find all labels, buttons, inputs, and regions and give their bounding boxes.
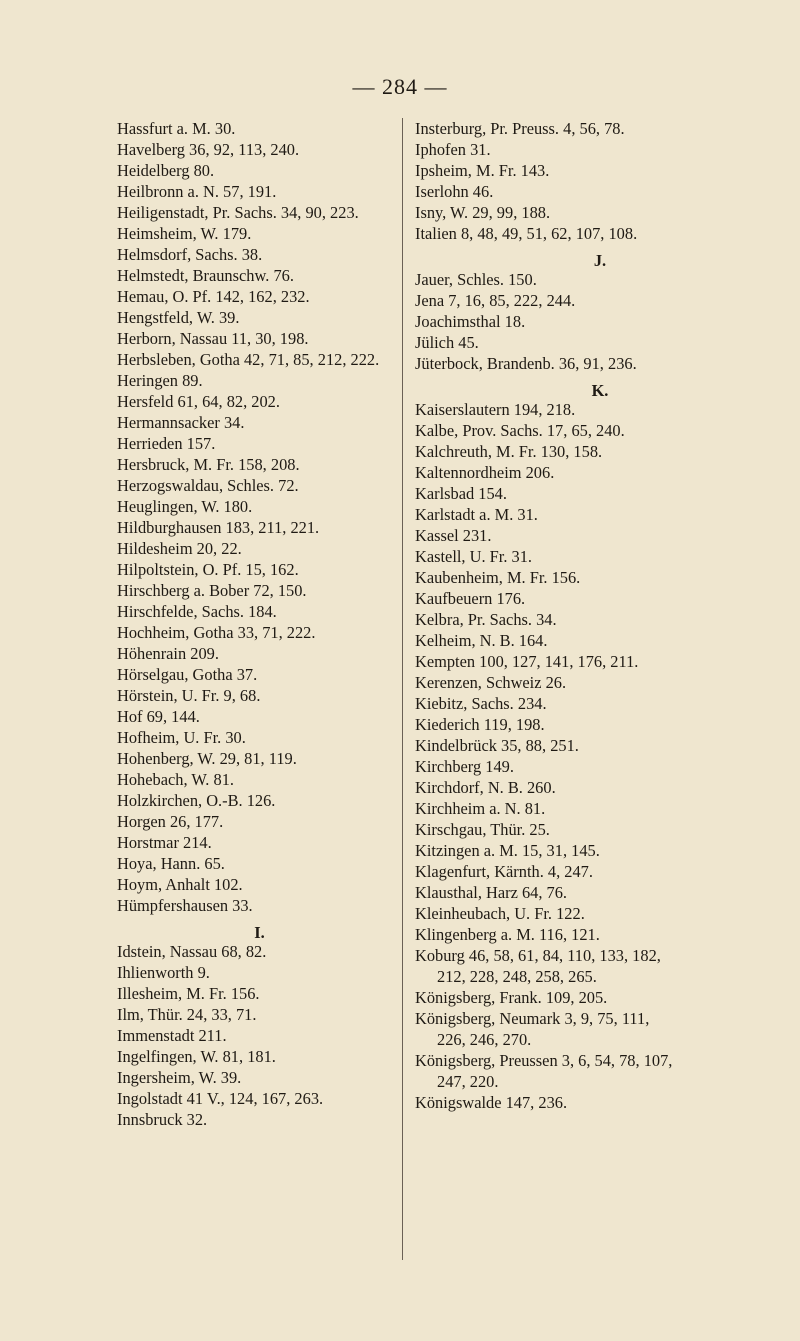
- index-entry: Hengstfeld, W. 39.: [117, 308, 240, 327]
- index-entry: Höhenrain 209.: [117, 644, 219, 663]
- entries-h: [117, 118, 402, 916]
- entries-k: [415, 399, 785, 1113]
- index-entry: Joachimsthal 18.: [415, 312, 526, 331]
- section-letter-i: I.: [254, 923, 265, 942]
- index-entry: Königsberg, Neumark 3, 9, 75, 111,: [415, 1009, 650, 1028]
- index-entry: Ihlienworth 9.: [117, 963, 210, 982]
- index-entry: Ingersheim, W. 39.: [117, 1068, 242, 1087]
- index-entry: Kelbra, Pr. Sachs. 34.: [415, 610, 557, 629]
- index-entry: Idstein, Nassau 68, 82.: [117, 942, 267, 961]
- index-entry: Kitzingen a. M. 15, 31, 145.: [415, 841, 600, 860]
- index-entry: Kirchdorf, N. B. 260.: [415, 778, 556, 797]
- index-entry: Illesheim, M. Fr. 156.: [117, 984, 260, 1003]
- left-column: [117, 118, 402, 1130]
- index-entry: Kempten 100, 127, 141, 176, 211.: [415, 652, 639, 671]
- right-column: [415, 118, 785, 1113]
- index-entry: Königsberg, Preussen 3, 6, 54, 78, 107,: [415, 1051, 673, 1070]
- index-entry: Hohenberg, W. 29, 81, 119.: [117, 749, 297, 768]
- index-entry: Hemau, O. Pf. 142, 162, 232.: [117, 287, 310, 306]
- index-entry: Hümpfershausen 33.: [117, 896, 253, 915]
- index-entry: Helmstedt, Braunschw. 76.: [117, 266, 294, 285]
- index-entry: Karlsbad 154.: [415, 484, 507, 503]
- index-entry: Hildesheim 20, 22.: [117, 539, 242, 558]
- section-letter-j: J.: [593, 251, 607, 270]
- index-entry: Hoym, Anhalt 102.: [117, 875, 243, 894]
- page-number: — 284 —: [352, 74, 448, 99]
- index-entry: Herborn, Nassau 11, 30, 198.: [117, 329, 309, 348]
- index-entry: Jüterbock, Brandenb. 36, 91, 236.: [415, 354, 637, 373]
- index-entry: Hörselgau, Gotha 37.: [117, 665, 258, 684]
- index-entry: Horstmar 214.: [117, 833, 212, 852]
- index-entry: 212, 228, 248, 258, 265.: [437, 967, 597, 986]
- entries-j: [415, 269, 785, 374]
- index-entry: Italien 8, 48, 49, 51, 62, 107, 108.: [415, 224, 638, 243]
- index-entry: Kaufbeuern 176.: [415, 589, 526, 608]
- index-entry: Horgen 26, 177.: [117, 812, 224, 831]
- entries-i-continued: [415, 118, 785, 244]
- index-entry: Kirchheim a. N. 81.: [415, 799, 546, 818]
- section-letter-k: K.: [591, 381, 609, 400]
- index-entry: Heuglingen, W. 180.: [117, 497, 253, 516]
- index-entry: Innsbruck 32.: [117, 1110, 208, 1129]
- index-entry: Hoya, Hann. 65.: [117, 854, 225, 873]
- index-entry: Hirschberg a. Bober 72, 150.: [117, 581, 307, 600]
- index-entry: Kerenzen, Schweiz 26.: [415, 673, 567, 692]
- index-entry: Kirchberg 149.: [415, 757, 514, 776]
- index-entry: Hildburghausen 183, 211, 221.: [117, 518, 320, 537]
- index-entry: Klagenfurt, Kärnth. 4, 247.: [415, 862, 593, 881]
- index-entry: 247, 220.: [437, 1072, 499, 1091]
- index-entry: Kirschgau, Thür. 25.: [415, 820, 550, 839]
- index-entry: Kaltennordheim 206.: [415, 463, 555, 482]
- index-entry: Ingelfingen, W. 81, 181.: [117, 1047, 276, 1066]
- index-entry: Heidelberg 80.: [117, 161, 215, 180]
- index-entry: Jülich 45.: [415, 333, 479, 352]
- index-entry: Kleinheubach, U. Fr. 122.: [415, 904, 585, 923]
- entries-i: [117, 941, 402, 1130]
- index-entry: Ingolstadt 41 V., 124, 167, 263.: [117, 1089, 324, 1108]
- index-entry: Klingenberg a. M. 116, 121.: [415, 925, 600, 944]
- index-entry: Herrieden 157.: [117, 434, 216, 453]
- index-entry: Hermannsacker 34.: [117, 413, 245, 432]
- index-entry: Heimsheim, W. 179.: [117, 224, 252, 243]
- index-entry: Hohebach, W. 81.: [117, 770, 234, 789]
- index-entry: Hirschfelde, Sachs. 184.: [117, 602, 277, 621]
- index-entry: 226, 246, 270.: [437, 1030, 532, 1049]
- index-entry: Heringen 89.: [117, 371, 203, 390]
- index-entry: Immenstadt 211.: [117, 1026, 227, 1045]
- index-entry: Jena 7, 16, 85, 222, 244.: [415, 291, 576, 310]
- index-entry: Karlstadt a. M. 31.: [415, 505, 538, 524]
- index-entry: Klausthal, Harz 64, 76.: [415, 883, 568, 902]
- index-entry: Heilbronn a. N. 57, 191.: [117, 182, 277, 201]
- index-entry: Hörstein, U. Fr. 9, 68.: [117, 686, 261, 705]
- index-entry: Koburg 46, 58, 61, 84, 110, 133, 182,: [415, 946, 661, 965]
- index-entry: Herbsleben, Gotha 42, 71, 85, 212, 222.: [117, 350, 380, 369]
- index-entry: Helmsdorf, Sachs. 38.: [117, 245, 263, 264]
- index-entry: Ilm, Thür. 24, 33, 71.: [117, 1005, 257, 1024]
- column-divider: [402, 118, 403, 1260]
- index-entry: Iserlohn 46.: [415, 182, 494, 201]
- index-entry: Isny, W. 29, 99, 188.: [415, 203, 551, 222]
- index-entry: Hassfurt a. M. 30.: [117, 119, 236, 138]
- index-entry: Kaubenheim, M. Fr. 156.: [415, 568, 581, 587]
- index-entry: Insterburg, Pr. Preuss. 4, 56, 78.: [415, 119, 625, 138]
- index-entry: Iphofen 31.: [415, 140, 491, 159]
- index-entry: Hersfeld 61, 64, 82, 202.: [117, 392, 280, 411]
- index-entry: Havelberg 36, 92, 113, 240.: [117, 140, 300, 159]
- index-entry: Hilpoltstein, O. Pf. 15, 162.: [117, 560, 299, 579]
- index-entry: Kiebitz, Sachs. 234.: [415, 694, 547, 713]
- index-entry: Kassel 231.: [415, 526, 492, 545]
- index-entry: Königsberg, Frank. 109, 205.: [415, 988, 608, 1007]
- index-entry: Kiederich 119, 198.: [415, 715, 545, 734]
- index-entry: Heiligenstadt, Pr. Sachs. 34, 90, 223.: [117, 203, 359, 222]
- index-entry: Kastell, U. Fr. 31.: [415, 547, 533, 566]
- index-entry: Kelheim, N. B. 164.: [415, 631, 548, 650]
- index-entry: Kaiserslautern 194, 218.: [415, 400, 576, 419]
- index-entry: Hochheim, Gotha 33, 71, 222.: [117, 623, 316, 642]
- index-entry: Königswalde 147, 236.: [415, 1093, 568, 1112]
- index-entry: Ipsheim, M. Fr. 143.: [415, 161, 550, 180]
- index-entry: Herzogswaldau, Schles. 72.: [117, 476, 299, 495]
- index-entry: Kindelbrück 35, 88, 251.: [415, 736, 579, 755]
- index-entry: Hofheim, U. Fr. 30.: [117, 728, 246, 747]
- index-entry: Hof 69, 144.: [117, 707, 200, 726]
- index-entry: Jauer, Schles. 150.: [415, 270, 537, 289]
- index-entry: Kalbe, Prov. Sachs. 17, 65, 240.: [415, 421, 625, 440]
- index-entry: Holzkirchen, O.-B. 126.: [117, 791, 276, 810]
- index-entry: Kalchreuth, M. Fr. 130, 158.: [415, 442, 603, 461]
- index-entry: Hersbruck, M. Fr. 158, 208.: [117, 455, 300, 474]
